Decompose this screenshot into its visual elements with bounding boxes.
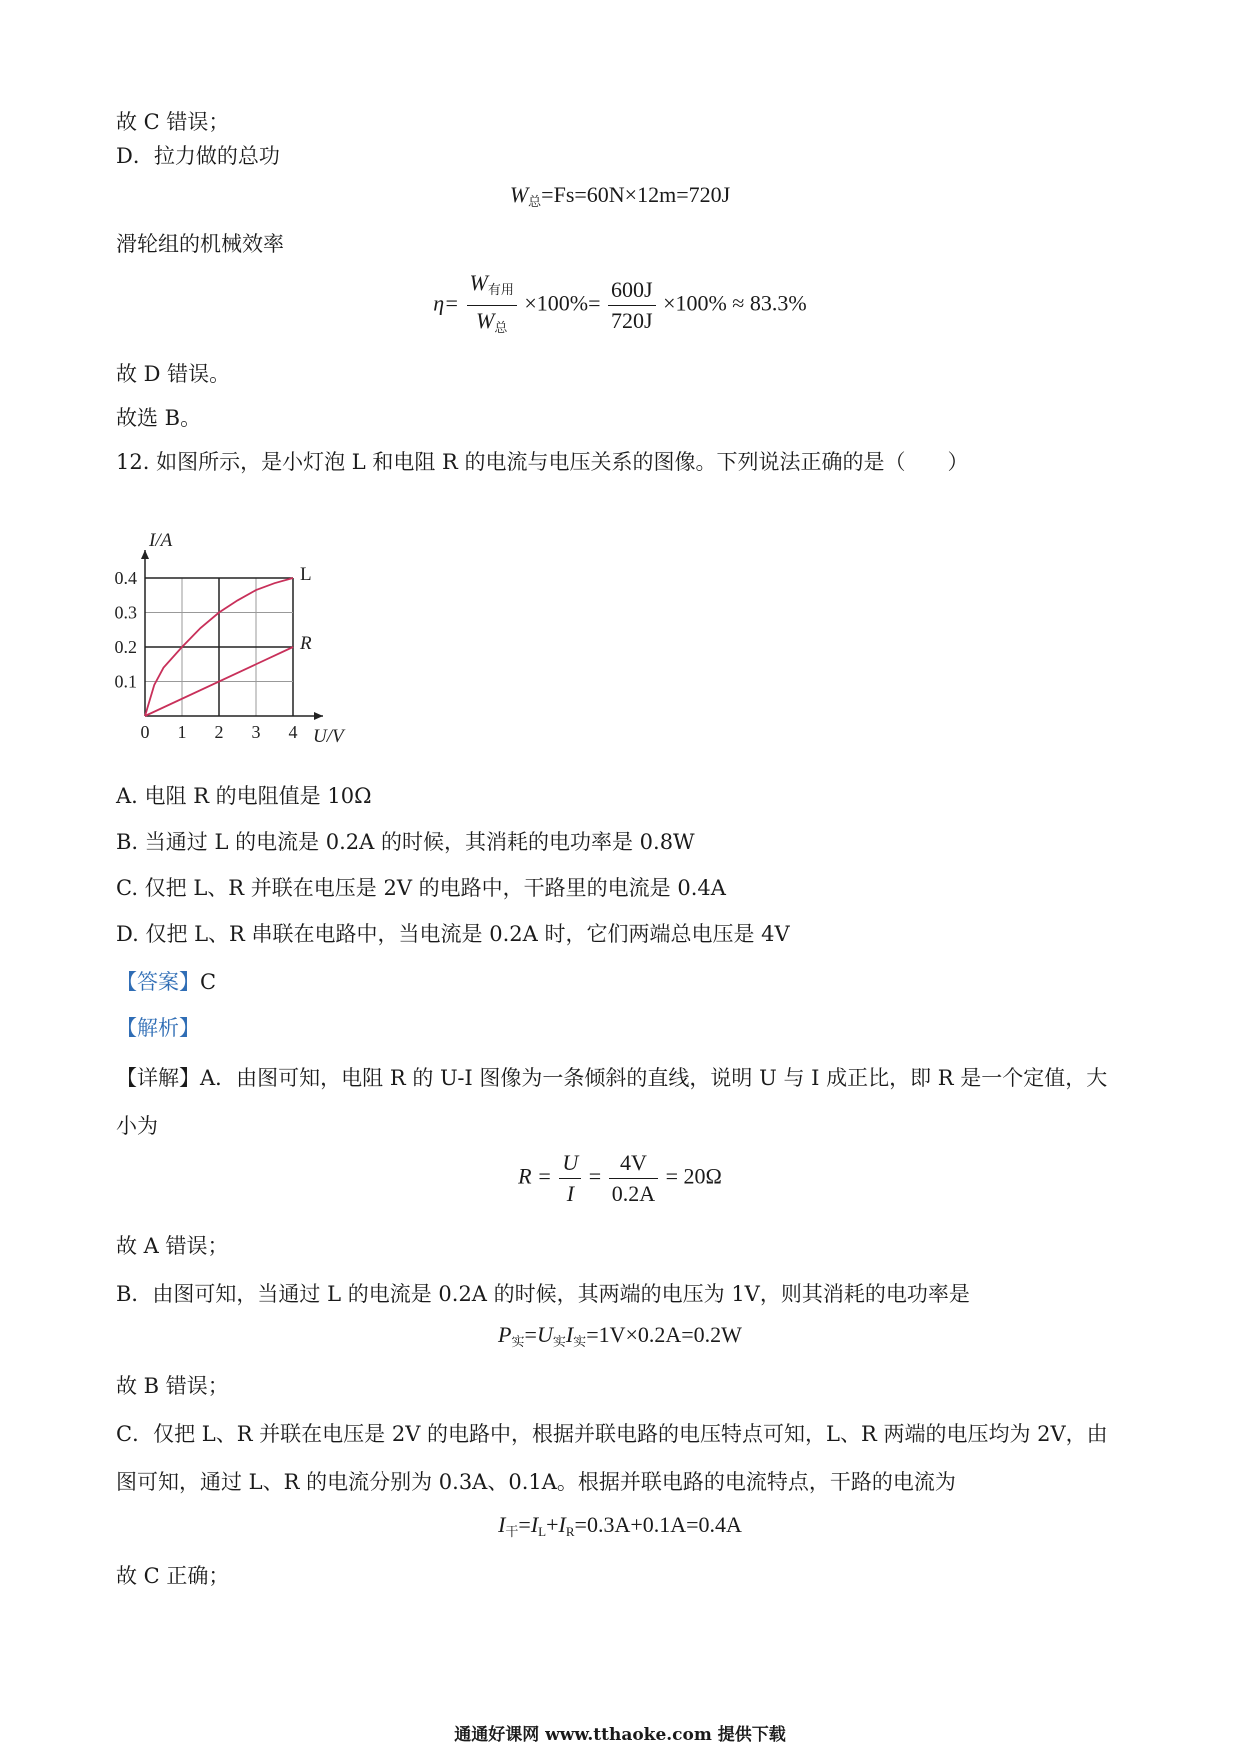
answer-value: C bbox=[200, 970, 217, 994]
formula-power: $P_实=U_实I_实=1V\times 0.2A=0.2W$ bbox=[498, 1322, 742, 1349]
line-c-text-2: 图可知，通过 L、R 的电流分别为 0.3A、0.1A。根据并联电路的电流特点，干路的电流为 bbox=[116, 1470, 956, 1494]
line-c-right: 故 C 正确； bbox=[116, 1564, 230, 1588]
x-axis-label: U/V bbox=[313, 726, 344, 747]
formula-efficiency: η= $\frac{W_{有用}}{W_总}$ ×100%= $\frac{600J}{720J}$ ×100% ≈ 83.3% bbox=[433, 270, 807, 335]
line-b-text: B．由图可知，当通过 L 的电流是 0.2A 的时候，其两端的电压为 1V，则其消耗的电功率是 bbox=[116, 1282, 970, 1306]
analysis-tag: 【解析】 bbox=[116, 1016, 200, 1040]
detail-line-2: 小为 bbox=[116, 1114, 158, 1138]
line-d-label: D．拉力做的总功 bbox=[116, 144, 280, 168]
ui-chart bbox=[100, 484, 380, 754]
series-label-R: R bbox=[300, 633, 312, 654]
line-efficiency-label: 滑轮组的机械效率 bbox=[116, 232, 284, 256]
option-b: B. 当通过 L 的电流是 0.2A 的时候，其消耗的电功率是 0.8W bbox=[116, 830, 695, 854]
detail-line-1: 【详解】A．由图可知，电阻 R 的 U-I 图像为一条倾斜的直线，说明 U 与 I 成正比，即 R 是一个定值，大 bbox=[116, 1066, 1108, 1090]
formula-resistance: R = $\frac{U}{I}$ = $\frac{4V}{0.2A}$ = 20Ω bbox=[518, 1150, 722, 1206]
question-12: 12. 如图所示，是小灯泡 L 和电阻 R 的电流与电压关系的图像。下列说法正确的是（ ） bbox=[116, 450, 969, 474]
option-d: D. 仅把 L、R 串联在电路中，当电流是 0.2A 时，它们两端总电压是 4V bbox=[116, 922, 790, 946]
option-c: C. 仅把 L、R 并联在电压是 2V 的电路中，干路里的电流是 0.4A bbox=[116, 876, 726, 900]
x-tick-label: 1 bbox=[177, 722, 187, 742]
y-tick-label: 0.4 bbox=[114, 568, 137, 588]
x-tick-label: 2 bbox=[214, 722, 224, 742]
page-footer: 通通好课网 www.tthaoke.com 提供下载 bbox=[454, 1725, 786, 1745]
y-tick-label: 0.2 bbox=[114, 637, 137, 657]
formula-current: $I_干=I_L+I_R=0.3A+0.1A=0.4A$ bbox=[498, 1512, 742, 1539]
y-tick-label: 0.1 bbox=[114, 671, 137, 692]
x-tick-label: 4 bbox=[288, 722, 298, 742]
formula-w-total: $W_总=Fs=60N\times 12m=720J$ bbox=[509, 182, 731, 209]
line-b-wrong: 故 B 错误； bbox=[116, 1374, 229, 1398]
answer-tag: 【答案】 bbox=[116, 970, 200, 994]
line-c-wrong: 故 C 错误； bbox=[116, 110, 230, 134]
series-label-L: L bbox=[300, 564, 312, 585]
line-a-wrong: 故 A 错误； bbox=[116, 1234, 229, 1258]
x-tick-label: 0 bbox=[140, 722, 150, 742]
line-c-text-1: C．仅把 L、R 并联在电压是 2V 的电路中，根据并联电路的电压特点可知，L、R 两端的电压均为 2V，由 bbox=[116, 1422, 1108, 1446]
y-axis-arrow bbox=[141, 550, 149, 559]
answer-line bbox=[116, 966, 216, 996]
option-a: A. 电阻 R 的电阻值是 10Ω bbox=[116, 784, 372, 808]
line-d-wrong: 故 D 错误。 bbox=[116, 362, 231, 386]
y-tick-label: 0.3 bbox=[114, 602, 137, 623]
x-tick-label: 3 bbox=[251, 722, 261, 742]
x-axis-arrow bbox=[314, 712, 323, 720]
y-axis-label: I/A bbox=[149, 530, 173, 551]
line-choose-b: 故选 B。 bbox=[116, 406, 202, 430]
